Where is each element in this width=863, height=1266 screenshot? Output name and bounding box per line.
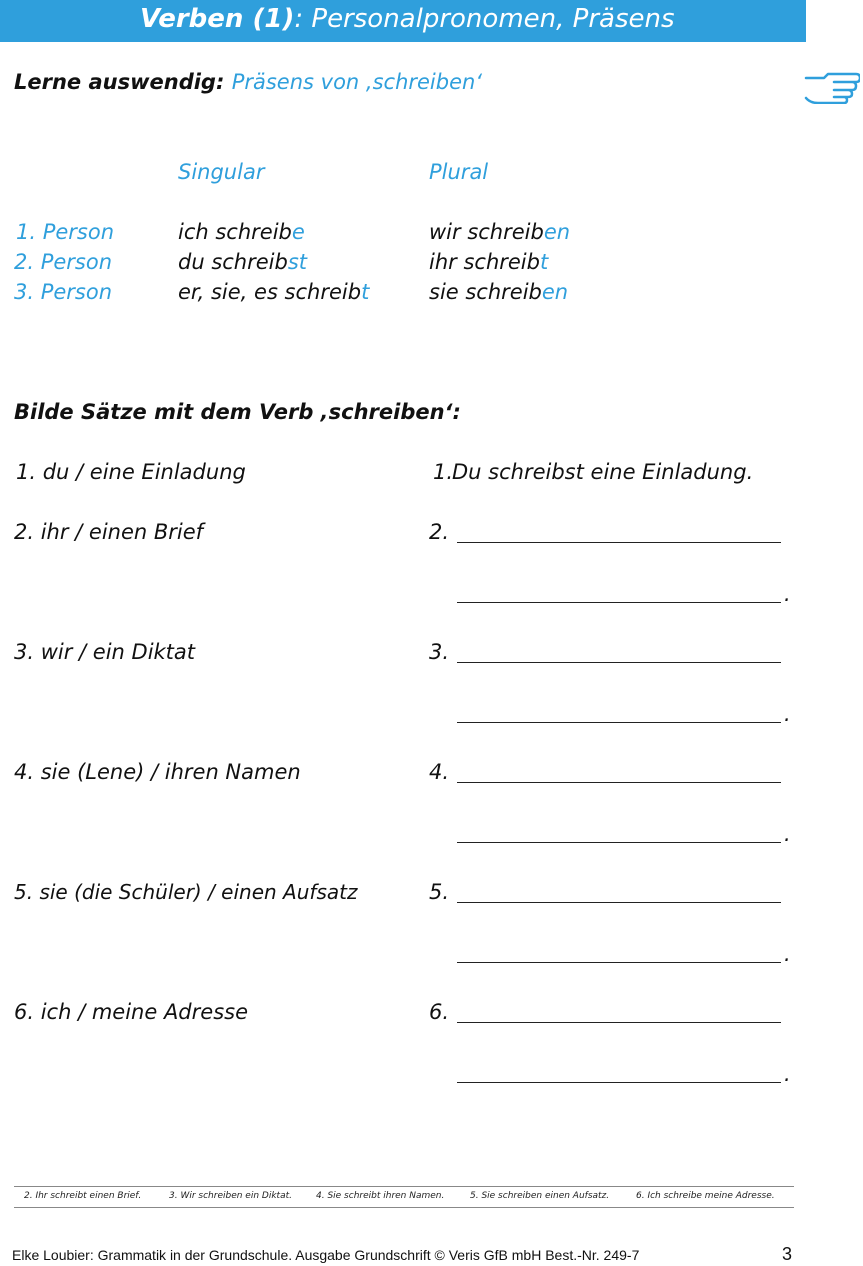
person-1-label: 1. Person xyxy=(16,220,115,244)
footer-citation: Elke Loubier: Grammatik in der Grundschule. Ausgabe Grundschrift © Veris GfB mbH Best.-Nr. 249-7 xyxy=(12,1247,640,1263)
answer-line-3b[interactable] xyxy=(457,722,781,723)
answer-number-3: 3. xyxy=(429,640,450,664)
exercise-prompt-6: 6. ich / meine Adresse xyxy=(14,1000,248,1024)
exercise-prompt-1: 1. du / eine Einladung xyxy=(16,460,246,484)
answer-line-5b[interactable] xyxy=(457,962,781,963)
answer-line-6b[interactable] xyxy=(457,1082,781,1083)
singular-3: er, sie, es schreibt xyxy=(178,280,370,304)
plural-3: sie schreiben xyxy=(429,280,569,304)
pointing-hand-icon xyxy=(804,70,860,104)
person-2-label: 2. Person xyxy=(14,250,113,274)
exercise-prompt-4: 4. sie (Lene) / ihren Namen xyxy=(14,760,301,784)
exercise-prompt-2: 2. ihr / einen Brief xyxy=(14,520,204,544)
answer-key-3: 3. Wir schreiben ein Diktat. xyxy=(169,1191,292,1201)
answer-number-4: 4. xyxy=(429,760,450,784)
answer-number-6: 6. xyxy=(429,1000,450,1024)
memorize-instruction xyxy=(14,70,482,94)
exercise-instruction: Bilde Sätze mit dem Verb ‚schreiben‘: xyxy=(14,400,461,424)
header-plural: Plural xyxy=(429,160,489,184)
answer-key-5: 5. Sie schreiben einen Aufsatz. xyxy=(470,1191,610,1201)
memorize-label: Lerne auswendig xyxy=(14,70,216,94)
answer-line-3a[interactable] xyxy=(457,662,781,663)
page-title xyxy=(140,4,675,34)
answer-number-2: 2. xyxy=(429,520,450,544)
answer-line-2a[interactable] xyxy=(457,542,781,543)
answer-key-strip xyxy=(14,1186,794,1208)
singular-1: ich schreibe xyxy=(178,220,305,244)
plural-2: ihr schreibt xyxy=(429,250,549,274)
answer-number-1: 1. xyxy=(433,460,454,484)
answer-line-6a[interactable] xyxy=(457,1022,781,1023)
header-singular: Singular xyxy=(178,160,265,184)
period-5: . xyxy=(784,942,791,966)
answer-line-2b[interactable] xyxy=(457,602,781,603)
memorize-colon: : xyxy=(215,70,225,94)
title-bold: Verben (1) xyxy=(140,4,295,34)
memorize-topic: Präsens von ‚schreiben‘ xyxy=(231,70,482,94)
answer-key-6: 6. Ich schreibe meine Adresse. xyxy=(636,1191,775,1201)
title-bar xyxy=(0,0,806,42)
singular-2: du schreibst xyxy=(178,250,308,274)
person-3-label: 3. Person xyxy=(14,280,113,304)
answer-line-5a[interactable] xyxy=(457,902,781,903)
exercise-prompt-3: 3. wir / ein Diktat xyxy=(14,640,196,664)
page-number: 3 xyxy=(782,1244,793,1264)
title-rest: : Personalpronomen, Präsens xyxy=(294,4,675,34)
example-answer: Du schreibst eine Einladung. xyxy=(452,460,754,484)
answer-line-4a[interactable] xyxy=(457,782,781,783)
answer-key-2: 2. Ihr schreibt einen Brief. xyxy=(24,1191,142,1201)
exercise-prompt-5: 5. sie (die Schüler) / einen Aufsatz xyxy=(14,880,358,904)
answer-number-5: 5. xyxy=(429,880,450,904)
answer-line-4b[interactable] xyxy=(457,842,781,843)
period-2: . xyxy=(784,582,791,606)
period-6: . xyxy=(784,1062,791,1086)
period-3: . xyxy=(784,702,791,726)
plural-1: wir schreiben xyxy=(429,220,571,244)
answer-key-4: 4. Sie schreibt ihren Namen. xyxy=(316,1191,445,1201)
period-4: . xyxy=(784,822,791,846)
